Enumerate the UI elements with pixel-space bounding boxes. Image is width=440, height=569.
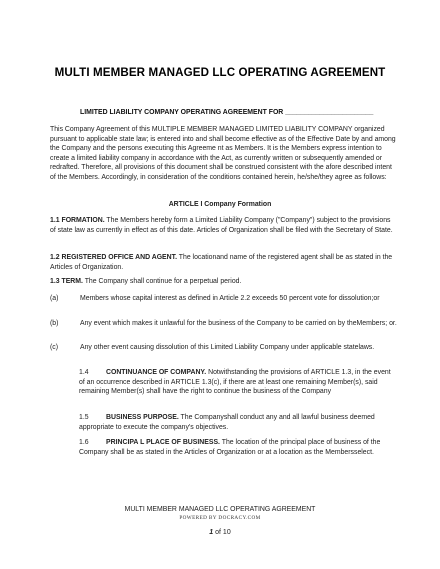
section-1-2 — [50, 253, 398, 272]
agreement-subheading: LIMITED LIABILITY COMPANY OPERATING AGREEMENT FOR _______________________ — [80, 109, 374, 116]
clause-b-text: Any event which makes it unlawful for the business of the Company to be carried on by theMembers; or. — [80, 320, 397, 327]
section-1-3-label: 1.3 TERM. — [50, 278, 83, 285]
section-1-6 — [79, 438, 394, 457]
section-1-2-label: 1.2 REGISTERED OFFICE AND AGENT. — [50, 254, 177, 261]
section-1-6-text: The location of the principal place of business of the Company shall be as stated in the Articles of Organization or at a location as the Membersselect. — [79, 439, 381, 456]
clause-c-label: (c) — [50, 344, 59, 351]
section-1-5 — [79, 413, 394, 432]
page-of: of — [213, 529, 223, 536]
section-1-3-text: The Company shall continue for a perpetual period. — [82, 278, 242, 285]
page-total: 10 — [222, 529, 231, 536]
clause-c — [50, 343, 398, 353]
section-1-4-number: 1.4 — [79, 369, 89, 376]
section-1-3 — [50, 277, 398, 287]
clause-b-label: (b) — [50, 320, 59, 327]
footer-title: MULTI MEMBER MANAGED LLC OPERATING AGREEMENT — [124, 506, 316, 513]
document-title: MULTI MEMBER MANAGED LLC OPERATING AGREEMENT — [54, 66, 386, 79]
section-1-4 — [79, 368, 394, 397]
section-1-1-label: 1.1 FORMATION. — [50, 217, 105, 224]
section-1-4-label: CONTINUANCE OF COMPANY. — [106, 369, 207, 376]
section-1-2-text: The locationand name of the registered agent shall be as stated in the Articles of Organization. — [50, 254, 393, 271]
clause-c-text: Any other event causing dissolution of this Limited Liability Company under applicable statelaws. — [80, 344, 375, 351]
section-1-6-number: 1.6 — [79, 439, 89, 446]
section-1-6-label: PRINCIPA L PLACE OF BUSINESS. — [106, 439, 220, 446]
clause-a-text: Members whose capital interest as defined in Article 2.2 exceeds 50 percent vote for dissolution;or — [80, 295, 380, 302]
clause-a-label: (a) — [50, 295, 59, 302]
section-1-5-text: The Companyshall conduct any and all lawful business deemed appropriate to execute the company's objectives. — [79, 414, 375, 431]
section-1-1-text: The Members hereby form a Limited Liability Company ("Company") subject to the provisions of state law as currently in effect as of this date. Articles of Organization shall be filed with the Secretary of State. — [50, 217, 393, 234]
clause-b — [50, 319, 398, 329]
clause-a — [50, 294, 398, 304]
footer-powered-by: POWERED BY DOCRACY.COM — [179, 515, 261, 521]
article-heading: ARTICLE I Company Formation — [168, 201, 272, 208]
section-1-5-number: 1.5 — [79, 414, 89, 421]
section-1-5-label: BUSINESS PURPOSE. — [106, 414, 179, 421]
section-1-1 — [50, 216, 398, 235]
page-current: 1 — [209, 529, 214, 536]
page-number — [0, 529, 440, 536]
section-1-4-text: Notwithstanding the provisions of ARTICLE 1.3, in the event of an occurrence described in ARTICLE 1.3(c), if there are at least one remaining Member(s), said remaining Member(s) shall have the right to continue the business of the Company — [79, 369, 391, 396]
intro-paragraph: This Company Agreement of this MULTIPLE MEMBER MANAGED LIMITED LIABILITY COMPANY organized pursuant to applicable state law; is entered into and shall become effective as of the Effective Date by and among the Company and the persons executing this Agreeme nt as Members. It is the Members express intention to create a limited liability company in accordance with the Act, as currently written or subsequently amended or redrafted. Therefore, all provisions of this document shall be construed consistent with the afore described intent of the Members. Accordingly, in consideration of the conditions contained herein, he/she/they agree as follows: — [50, 126, 396, 181]
